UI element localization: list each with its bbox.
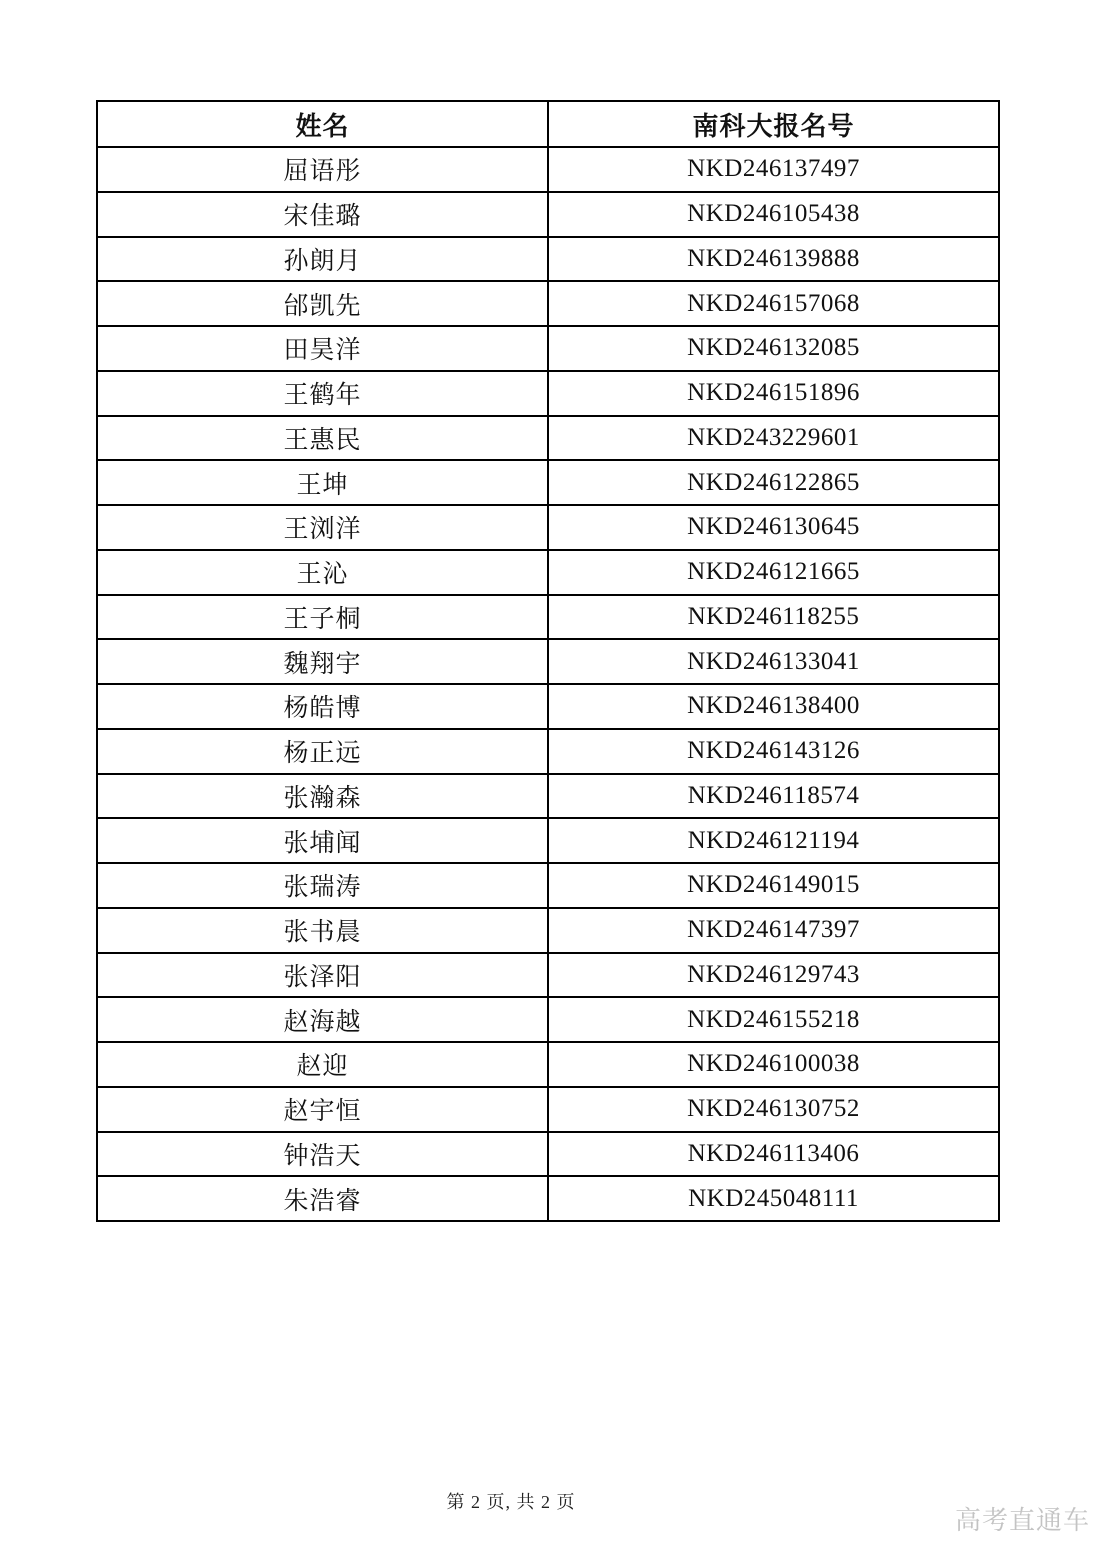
table-row [97, 908, 999, 953]
table-row [97, 953, 999, 998]
name-cell: 钟浩天 [97, 1132, 548, 1177]
registration-number-cell: NKD246118255 [548, 595, 999, 640]
header-registration-number: 南科大报名号 [548, 101, 999, 147]
name-cell: 王坤 [97, 460, 548, 505]
table-row [97, 774, 999, 819]
page-indicator: 第 2 页, 共 2 页 [446, 1492, 576, 1512]
registration-number-cell: NKD246139888 [548, 237, 999, 282]
table-row [97, 729, 999, 774]
registration-number-cell: NKD246121665 [548, 550, 999, 595]
table-row [97, 595, 999, 640]
registration-number-cell: NKD246129743 [548, 953, 999, 998]
name-cell: 田昊洋 [97, 326, 548, 371]
name-cell: 杨正远 [97, 729, 548, 774]
registration-number-cell: NKD246130752 [548, 1087, 999, 1132]
name-cell: 王鹤年 [97, 371, 548, 416]
name-cell: 杨皓博 [97, 684, 548, 729]
table-row [97, 550, 999, 595]
table-row [97, 1042, 999, 1087]
table-row [97, 639, 999, 684]
page-footer [0, 1488, 1022, 1514]
table-body [97, 147, 999, 1221]
name-cell: 王浏洋 [97, 505, 548, 550]
name-cell: 孙朗月 [97, 237, 548, 282]
table-row [97, 1132, 999, 1177]
table-row [97, 326, 999, 371]
name-cell: 魏翔宇 [97, 639, 548, 684]
registration-number-cell: NKD246122865 [548, 460, 999, 505]
table-row [97, 281, 999, 326]
table-row [97, 1087, 999, 1132]
name-cell: 张瑞涛 [97, 863, 548, 908]
name-cell: 王沁 [97, 550, 548, 595]
roster-table [96, 100, 1000, 1222]
watermark: 高考直通车 [954, 1506, 1090, 1535]
name-cell: 朱浩睿 [97, 1176, 548, 1221]
registration-number-cell: NKD246138400 [548, 684, 999, 729]
registration-number-cell: NKD246137497 [548, 147, 999, 192]
table-row [97, 460, 999, 505]
name-cell: 宋佳璐 [97, 192, 548, 237]
registration-number-cell: NKD246133041 [548, 639, 999, 684]
table-row [97, 505, 999, 550]
table-row [97, 863, 999, 908]
table-header-row [97, 101, 999, 147]
registration-number-cell: NKD246132085 [548, 326, 999, 371]
registration-number-cell: NKD245048111 [548, 1176, 999, 1221]
name-cell: 赵海越 [97, 997, 548, 1042]
name-cell: 张泽阳 [97, 953, 548, 998]
table-row [97, 684, 999, 729]
table-row [97, 1176, 999, 1221]
registration-number-cell: NKD246121194 [548, 818, 999, 863]
registration-number-cell: NKD246149015 [548, 863, 999, 908]
registration-number-cell: NKD246113406 [548, 1132, 999, 1177]
table-row [97, 192, 999, 237]
name-cell: 赵宇恒 [97, 1087, 548, 1132]
name-cell: 张瀚森 [97, 774, 548, 819]
table-row [97, 818, 999, 863]
table-row [97, 371, 999, 416]
registration-number-cell: NKD246157068 [548, 281, 999, 326]
table-row [97, 997, 999, 1042]
header-name: 姓名 [97, 101, 548, 147]
registration-number-cell: NKD246100038 [548, 1042, 999, 1087]
registration-number-cell: NKD246155218 [548, 997, 999, 1042]
registration-number-cell: NKD246130645 [548, 505, 999, 550]
table-row [97, 147, 999, 192]
registration-number-cell: NKD246118574 [548, 774, 999, 819]
name-cell: 邰凯先 [97, 281, 548, 326]
name-cell: 王惠民 [97, 416, 548, 461]
name-cell: 王子桐 [97, 595, 548, 640]
name-cell: 屈语彤 [97, 147, 548, 192]
registration-number-cell: NKD246143126 [548, 729, 999, 774]
table-row [97, 237, 999, 282]
name-cell: 赵迎 [97, 1042, 548, 1087]
registration-number-cell: NKD246147397 [548, 908, 999, 953]
registration-number-cell: NKD246105438 [548, 192, 999, 237]
registration-number-cell: NKD246151896 [548, 371, 999, 416]
name-cell: 张埔闻 [97, 818, 548, 863]
registration-number-cell: NKD243229601 [548, 416, 999, 461]
name-cell: 张书晨 [97, 908, 548, 953]
table-row [97, 416, 999, 461]
